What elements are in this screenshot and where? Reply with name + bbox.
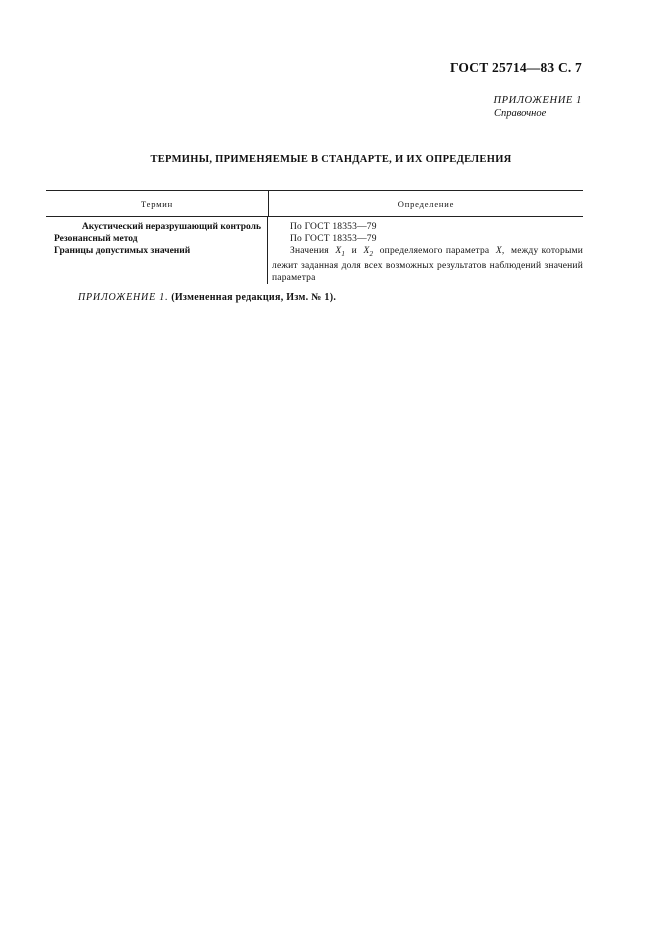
symbol-x1: $X_1$ (335, 246, 346, 258)
term-acoustic-ndt: Акустический неразрушающий контроль (81, 222, 261, 232)
def-prefix: Значения (290, 246, 329, 256)
change-note (78, 292, 336, 303)
page-header: ГОСТ 25714—83 С. 7 (449, 60, 582, 75)
terms-table (46, 190, 583, 284)
symbol-x: X, (495, 246, 505, 256)
definition-tolerance-limits (272, 245, 583, 284)
table-body (46, 217, 583, 284)
column-header-term: Термин (46, 191, 269, 216)
definition-resonance-method: По ГОСТ 18353—79 (290, 234, 377, 244)
appendix-kind: Справочное (494, 108, 547, 119)
table-header-row (46, 190, 583, 217)
def-mid: определяемого параметра (379, 246, 490, 256)
terms-column (46, 217, 268, 284)
def-and: и (351, 246, 357, 256)
def-rest: между которыми лежит заданная доля всех возможных результатов наблюдений значений параметра (272, 246, 584, 283)
definitions-column (268, 217, 583, 284)
symbol-x2: $X_2$ (363, 246, 374, 258)
definition-acoustic-ndt: По ГОСТ 18353—79 (290, 222, 377, 232)
term-tolerance-limits: Границы допустимых значений (54, 246, 191, 256)
column-header-definition: Определение (397, 198, 455, 209)
change-note-text: (Измененная редакция, Изм. № 1). (171, 292, 337, 303)
appendix-block (420, 94, 582, 120)
term-resonance-method: Резонансный метод (54, 234, 138, 244)
appendix-label: ПРИЛОЖЕНИЕ 1 (493, 95, 582, 106)
change-note-label: ПРИЛОЖЕНИЕ 1. (78, 292, 169, 303)
section-title: ТЕРМИНЫ, ПРИМЕНЯЕМЫЕ В СТАНДАРТЕ, И ИХ ОПРЕДЕЛЕНИЯ (150, 154, 512, 165)
